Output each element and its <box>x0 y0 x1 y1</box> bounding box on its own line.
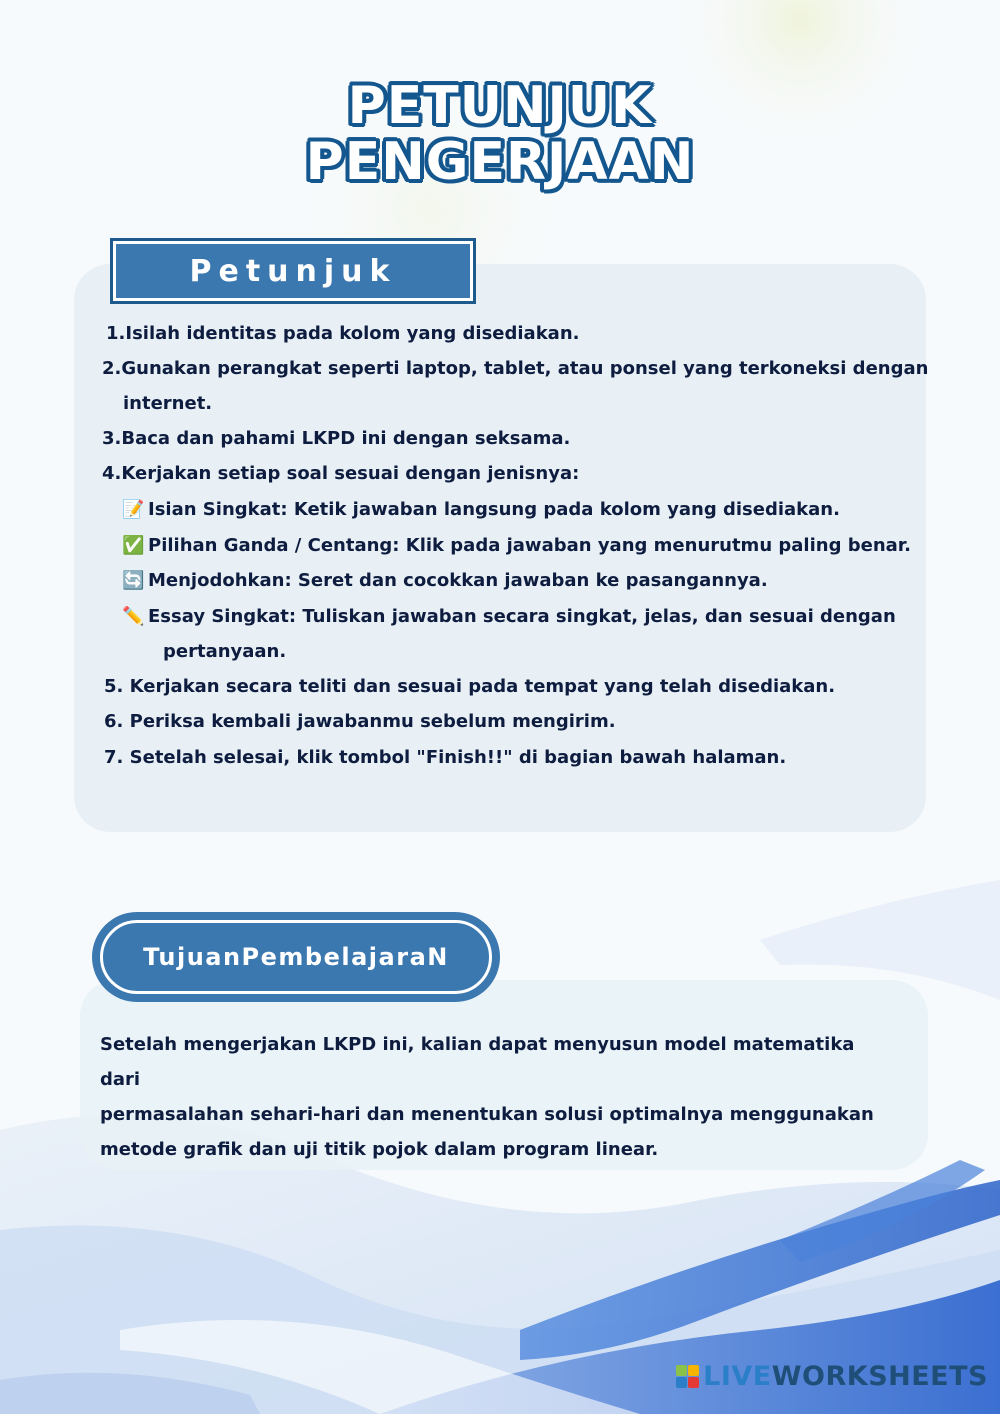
arrows-cycle-icon: 🔄 <box>122 570 145 591</box>
subitem-isian-singkat <box>122 492 840 527</box>
instruction-item-4 <box>102 456 579 491</box>
instruction-item-1 <box>106 316 579 351</box>
memo-icon: 📝 <box>122 499 145 520</box>
tujuan-header-label: TujuanPembelajaraN <box>143 943 449 971</box>
subitem-text: Isian Singkat: Ketik jawaban langsung pada kolom yang disediakan. <box>148 499 840 520</box>
instruction-text: Setelah selesai, klik tombol "Finish!!" di bagian bawah halaman. <box>129 747 787 768</box>
petunjuk-header-label: Petunjuk <box>189 253 397 289</box>
instruction-text: internet. <box>123 393 213 414</box>
instruction-text: Periksa kembali jawabanmu sebelum mengirim. <box>129 711 616 732</box>
liveworksheets-logo-icon <box>676 1365 699 1388</box>
tujuan-header <box>92 912 500 1002</box>
instruction-number: 1. <box>106 323 126 344</box>
page-title <box>0 78 1000 190</box>
subitem-text: Essay Singkat: Tuliskan jawaban secara singkat, jelas, dan sesuai dengan <box>148 606 896 627</box>
instruction-item-2-continuation <box>123 386 212 421</box>
instruction-item-6 <box>104 704 616 739</box>
instruction-number: 3. <box>102 428 122 449</box>
instruction-text: Gunakan perangkat seperti laptop, tablet, atau ponsel yang terkoneksi dengan <box>121 358 929 379</box>
tujuan-line-3: metode grafik dan uji titik pojok dalam program linear. <box>100 1139 659 1160</box>
tujuan-body <box>100 1027 900 1167</box>
pencil-icon: ✏️ <box>122 606 145 627</box>
petunjuk-header <box>110 238 476 304</box>
instruction-text: Kerjakan setiap soal sesuai dengan jenisnya: <box>121 463 580 484</box>
tujuan-line-1: Setelah mengerjakan LKPD ini, kalian dapat menyusun model matematika dari <box>100 1034 855 1090</box>
instruction-item-2 <box>102 351 928 386</box>
instruction-number: 7. <box>104 747 124 768</box>
instruction-item-3 <box>102 421 570 456</box>
subitem-text: Pilihan Ganda / Centang: Klik pada jawaban yang menurutmu paling benar. <box>148 535 911 556</box>
instruction-text: Isilah identitas pada kolom yang disediakan. <box>125 323 580 344</box>
tujuan-line-2: permasalahan sehari-hari dan menentukan solusi optimalnya menggunakan <box>100 1104 874 1125</box>
instruction-number: 4. <box>102 463 122 484</box>
instruction-number: 5. <box>104 676 124 697</box>
liveworksheets-watermark[interactable] <box>676 1361 988 1392</box>
instruction-text: Baca dan pahami LKPD ini dengan seksama. <box>121 428 571 449</box>
watermark-worksheets: WORKSHEETS <box>771 1361 988 1392</box>
subitem-essay-singkat-continuation <box>163 634 286 669</box>
instruction-item-7 <box>104 740 786 775</box>
title-line-1: PETUNJUK <box>347 76 653 136</box>
instruction-text: Kerjakan secara teliti dan sesuai pada tempat yang telah disediakan. <box>129 676 836 697</box>
check-mark-icon: ✅ <box>122 535 145 556</box>
instruction-number: 2. <box>102 358 122 379</box>
title-line-2: PENGERJAAN <box>305 132 695 192</box>
instruction-item-5 <box>104 669 835 704</box>
subitem-menjodohkan <box>122 563 768 598</box>
subitem-text: pertanyaan. <box>163 641 287 662</box>
subitem-essay-singkat <box>122 599 896 634</box>
subitem-pilihan-ganda <box>122 528 911 563</box>
instruction-number: 6. <box>104 711 124 732</box>
watermark-live: LIVE <box>703 1361 772 1392</box>
subitem-text: Menjodohkan: Seret dan cocokkan jawaban ke pasangannya. <box>148 570 768 591</box>
